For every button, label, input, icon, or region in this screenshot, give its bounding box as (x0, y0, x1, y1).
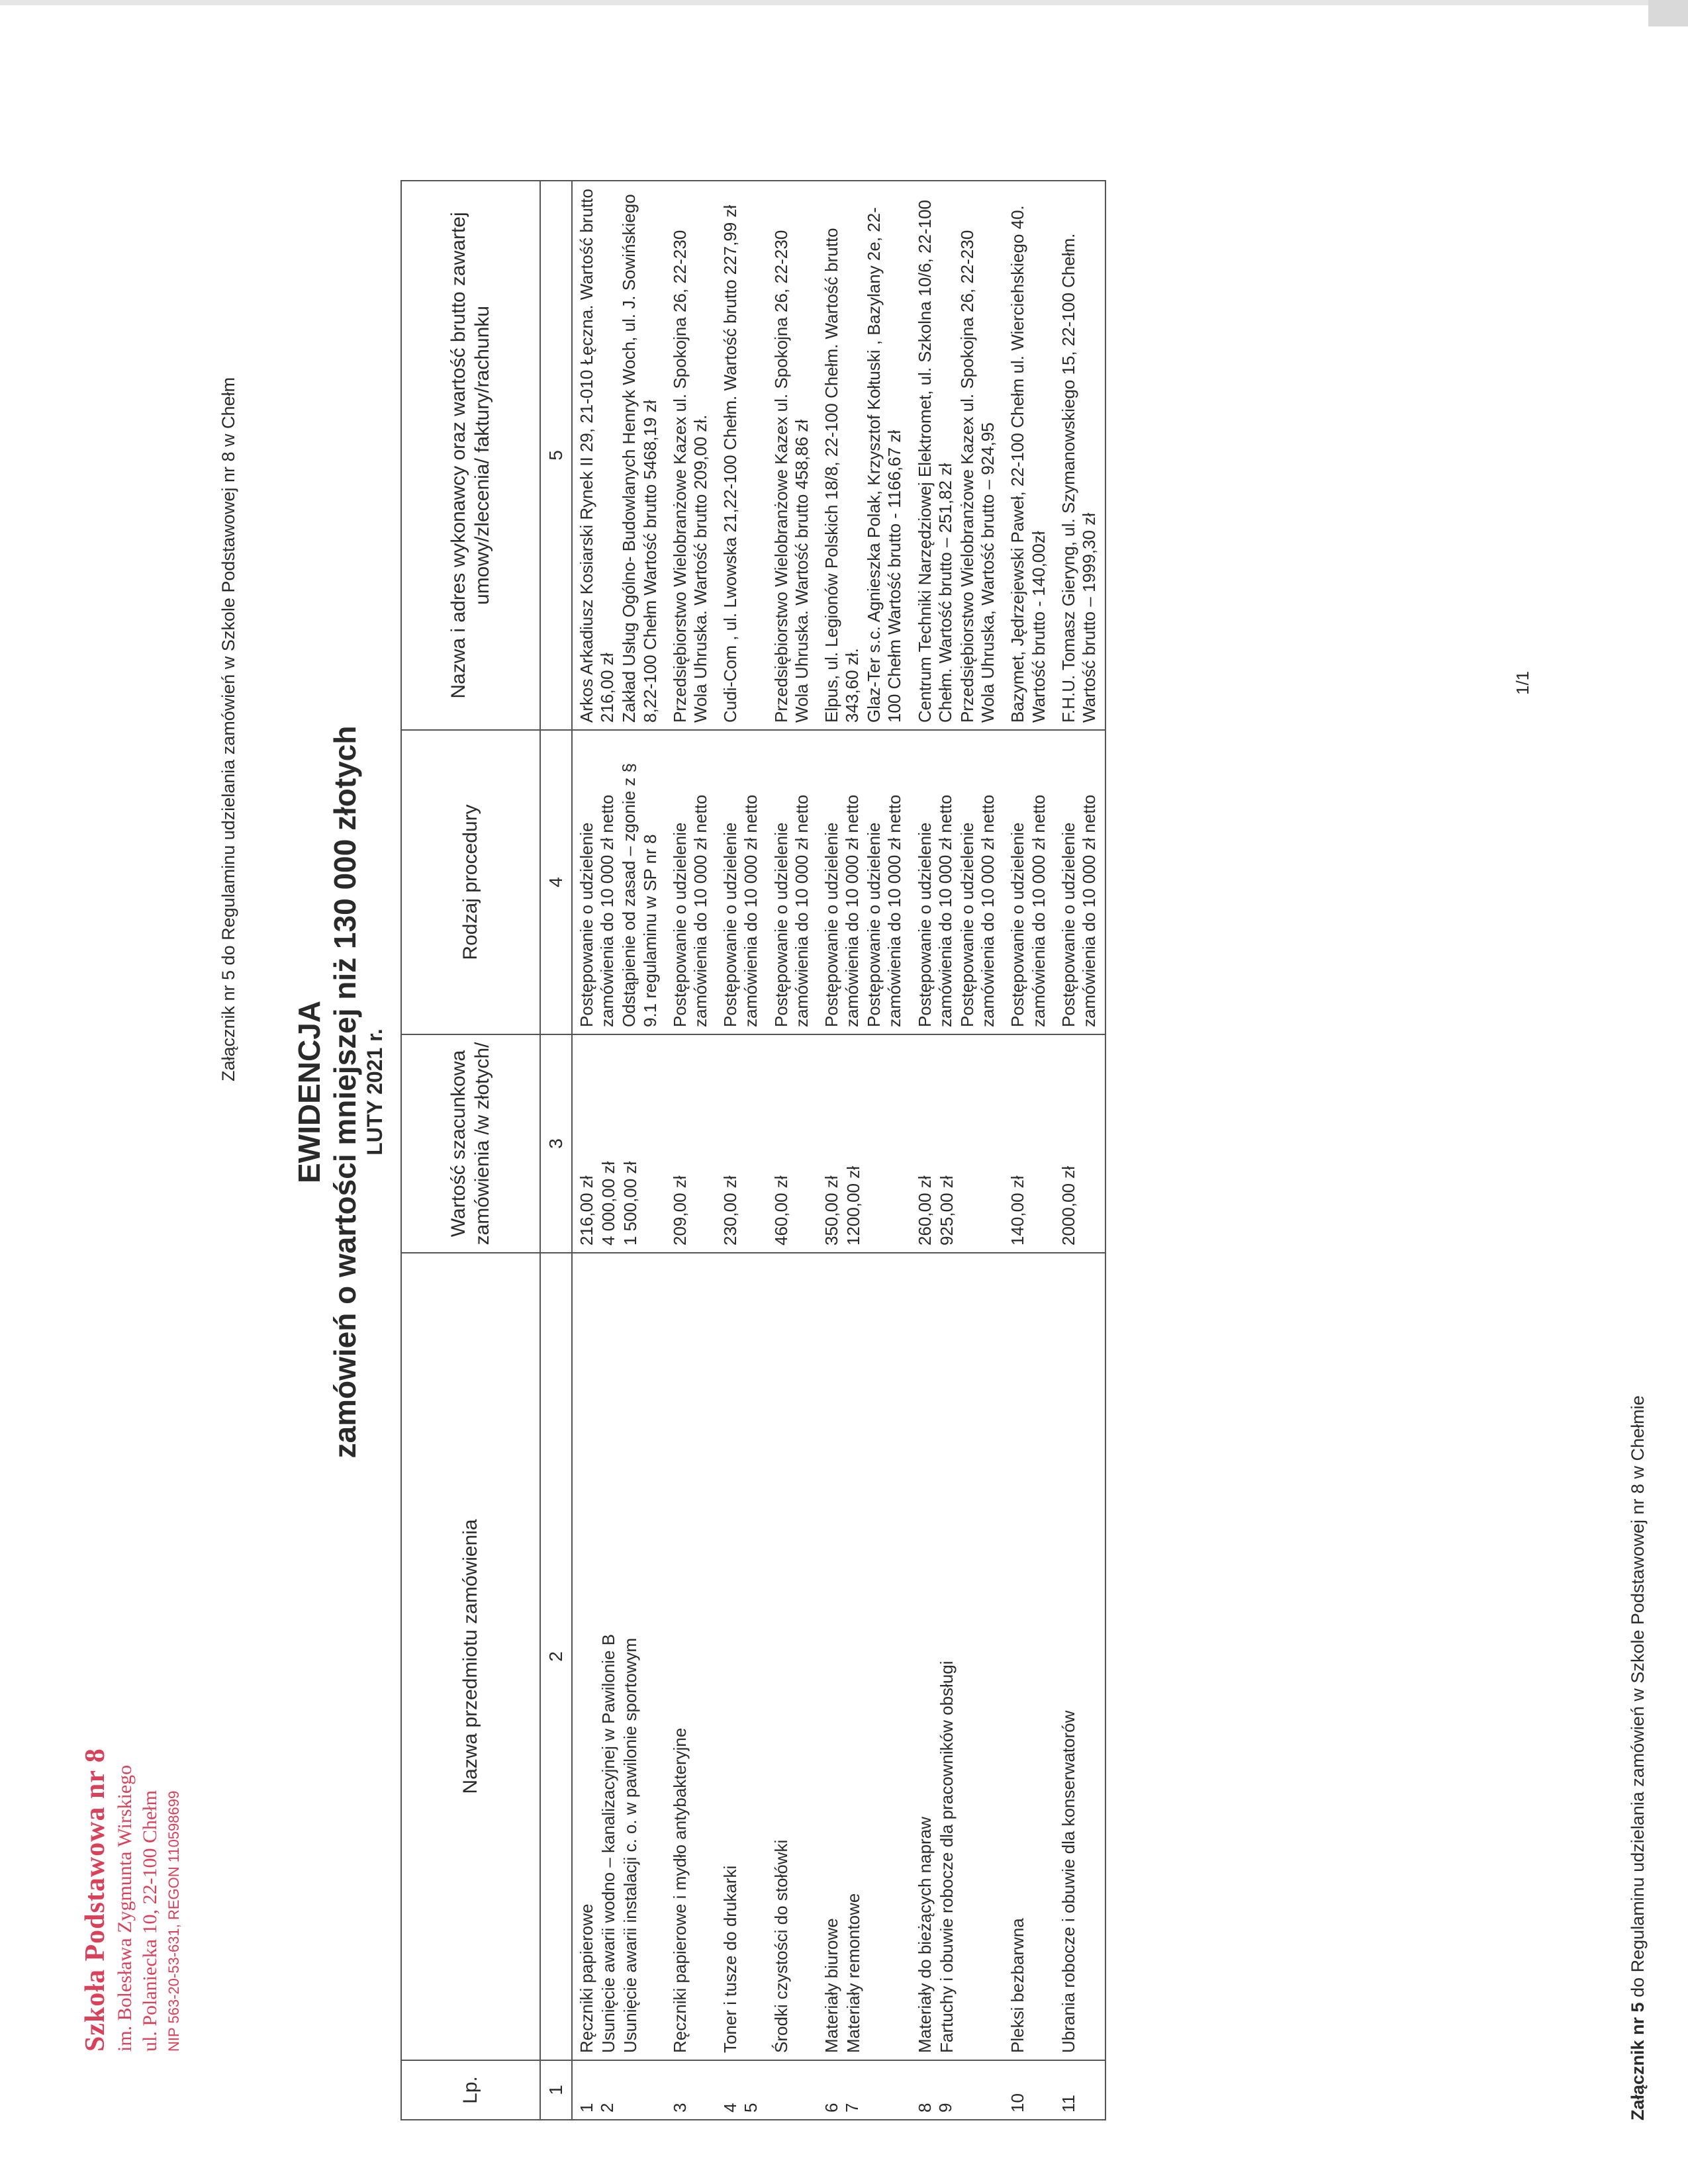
table-row (716, 181, 767, 2120)
cell-name-entry: Ubrania robocze i obuwie dla konserwatorów (1058, 1710, 1078, 2053)
cell-contractor (716, 181, 767, 730)
table-row (1004, 181, 1054, 2120)
cell-name-entry: Usunięcie awarii instalacji c. o. w pawilonie sportowym (620, 1637, 641, 2053)
cell-name-entry: Materiały do bieżących napraw (914, 1817, 935, 2053)
cell-contractor-entry: Arkos Arkadiusz Kosiarski Rynek II 29, 21-010 Łęczna. Wartość brutto 216,00 zł (577, 189, 618, 723)
header-attachment-note: Załącznik nr 5 do Regulaminu udzielania zamówień w Szkole Podstawowej nr 8 w Chełm (218, 377, 238, 1082)
cell-name-entry: Materiały remontowe (843, 1893, 864, 2053)
column-number: 4 (540, 730, 572, 1034)
cell-contractor (1055, 181, 1105, 730)
table-row (767, 181, 818, 2120)
title-line-1: EWIDENCJA (292, 1000, 326, 1184)
cell-contractor (1004, 181, 1054, 730)
cell-contractor-entry: Elpus, ul. Legionów Polskich 18/8, 22-100 Chełm. Wartość brutto 343,60 zł. (821, 228, 863, 723)
cell-lp (716, 2060, 767, 2120)
cell-procedure (818, 730, 911, 1034)
column-number: 3 (540, 1034, 572, 1253)
cell-name-entry: Ręczniki papierowe i mydło antybakteryjne (669, 1727, 690, 2053)
cell-contractor-entry: Centrum Techniki Narzędziowej Elektromet, ul. Szkolna 10/6, 22-100 Chełm. Wartość brutto – 251,82 zł (914, 199, 955, 723)
table-row (666, 181, 716, 2120)
cell-lp-entry: 11 (1058, 2095, 1078, 2113)
cell-value-entry: 260,00 zł (914, 1175, 935, 1246)
cell-contractor-entry: Zakład Usług Ogólno- Budowlanych Henryk Woch, ul. J. Sowińskiego 8,22-100 Chełm Wartość brutto 5468,19 zł (619, 194, 660, 723)
cell-procedure-entry: Postępowanie o udzielenie zamówienia do 10 000 zł netto (669, 794, 710, 1027)
column-number: 1 (540, 2060, 572, 2120)
cell-contractor (911, 181, 1004, 730)
title-line-3: LUTY 2021 r. (363, 1028, 387, 1156)
table-row (1055, 181, 1105, 2120)
footer-attachment-note (1628, 1395, 1648, 2120)
cell-name-entry: Usunięcie awarii wodno – kanalizacyjnej w Pawilonie B (598, 1634, 619, 2053)
cell-value (1055, 1034, 1105, 1253)
cell-name (767, 1253, 818, 2060)
cell-lp (818, 2060, 911, 2120)
cell-lp-entry: 3 (669, 2103, 690, 2113)
cell-lp-entry: 1 (577, 2103, 596, 2113)
cell-procedure-entry: Postępowanie o udzielenie zamówienia do 10 000 zł netto (957, 794, 998, 1027)
title-line-2: zamówień o wartości mniejszej niż 130 000 złotych (328, 725, 362, 1459)
cell-contractor-entry: Przedsiębiorstwo Wielobranżowe Kazex ul. Spokojna 26, 22-230 Wola Uhruska. Wartość brutto 458,86 zł (771, 230, 812, 723)
school-stamp (79, 1655, 183, 2052)
cell-name (818, 1253, 911, 2060)
cell-value-entry: 216,00 zł (577, 1175, 596, 1246)
cell-value-entry: 2000,00 zł (1058, 1166, 1078, 1246)
cell-name (716, 1253, 767, 2060)
cell-lp (1055, 2060, 1105, 2120)
document-title (291, 0, 387, 2184)
cell-lp (767, 2060, 818, 2120)
stamp-ids: NIP 563-20-53-631, REGON 110598699 (165, 1790, 182, 2052)
cell-name (1055, 1253, 1105, 2060)
cell-lp-entry: 4 (720, 2103, 741, 2113)
cell-name-entry: Pleksi bezbarwna (1008, 1918, 1028, 2053)
cell-procedure (666, 730, 716, 1034)
cell-procedure-entry: Odstąpienie od zasad – zgonie z § 9.1 regulaminu w SP nr 8 (619, 763, 660, 1027)
table-body (572, 181, 1105, 2120)
cell-contractor-entry: F.H.U. Tomasz Gieryng, ul. Szymanowskiego 15, 22-100 Chełm. Wartość brutto – 1999,30 zł (1058, 233, 1099, 723)
cell-lp-entry: 9 (935, 2103, 955, 2113)
table-row (911, 181, 1004, 2120)
cell-name (572, 1253, 666, 2060)
column-number: 5 (540, 181, 572, 730)
header-procedure: Rodzaj procedury (401, 730, 540, 1034)
cell-procedure (767, 730, 818, 1034)
cell-value-entry: 140,00 zł (1008, 1175, 1028, 1246)
cell-value-entry: 1 500,00 zł (620, 1161, 641, 1246)
footer-note-bold: Załącznik nr 5 (1628, 2002, 1648, 2120)
cell-lp-entry: 7 (842, 2103, 863, 2113)
table-header-row (401, 181, 540, 2120)
cell-value-entry: 460,00 zł (771, 1175, 791, 1246)
column-number: 2 (540, 1253, 572, 2060)
cell-procedure-entry: Postępowanie o udzielenie zamówienia do 10 000 zł netto (577, 794, 618, 1027)
cell-contractor-entry: Przedsiębiorstwo Wielobranżowe Kazex ul. Spokojna 26, 22-230 Wola Uhruska, Wartość brutto – 924,95 (957, 230, 998, 723)
cell-lp-entry: 6 (821, 2103, 841, 2113)
cell-procedure (572, 730, 666, 1034)
cell-name (666, 1253, 716, 2060)
cell-procedure-entry: Postępowanie o udzielenie zamówienia do 10 000 zł netto (1058, 794, 1099, 1027)
stamp-patron: im. Bolesława Zygmunta Wirskiego (114, 1764, 136, 2052)
header-value: Wartość szacunkowa zamówienia /w złotych/ (401, 1034, 540, 1253)
cell-name-entry: Toner i tusze do drukarki (720, 1865, 741, 2053)
cell-lp (666, 2060, 716, 2120)
cell-value-entry: 350,00 zł (821, 1175, 841, 1246)
cell-name-entry: Materiały biurowe (821, 1918, 841, 2053)
header-name: Nazwa przedmiotu zamówienia (401, 1253, 540, 2060)
cell-contractor (572, 181, 666, 730)
cell-value-entry: 209,00 zł (669, 1175, 690, 1246)
cell-procedure-entry: Postępowanie o udzielenie zamówienia do 10 000 zł netto (914, 794, 955, 1027)
cell-lp (572, 2060, 666, 2120)
table-row (818, 181, 911, 2120)
cell-value (572, 1034, 666, 1253)
cell-name-entry: Środki czystości do stołówki (771, 1839, 791, 2053)
cell-lp (911, 2060, 1004, 2120)
cell-procedure-entry: Postępowanie o udzielenie zamówienia do 10 000 zł netto (821, 794, 863, 1027)
cell-contractor-entry: Przedsiębiorstwo Wielobranżowe Kazex ul. Spokojna 26, 22-230 Wola Uhruska. Wartość brutto 209,00 zł. (669, 230, 710, 723)
cell-procedure (1055, 730, 1105, 1034)
cell-value-entry: 1200,00 zł (843, 1166, 864, 1246)
column-number-row (540, 181, 572, 2120)
cell-contractor (767, 181, 818, 730)
table-row (572, 181, 666, 2120)
cell-contractor-entry: Glaz-Ter s.c. Agnieszka Polak, Krzysztof Kołtuski , Bazylany 2e, 22-100 Chełm Wartość brutto - 1166,67 zł (864, 207, 905, 723)
cell-lp-entry: 5 (741, 2103, 761, 2113)
cell-name-entry: Ręczniki papierowe (577, 1903, 596, 2053)
stamp-address: ul. Polaniecka 10, 22-100 Chełm (139, 1790, 161, 2052)
cell-value (818, 1034, 911, 1253)
cell-contractor-entry: Cudi-Com , ul. Lwowska 21,22-100 Chełm. Wartość brutto 227,99 zł (720, 205, 741, 723)
cell-procedure-entry: Postępowanie o udzielenie zamówienia do 10 000 zł netto (864, 794, 905, 1027)
header-contractor: Nazwa i adres wykonawcy oraz wartość brutto zawartej umowy/zlecenia/ faktury/rachunku (401, 181, 540, 730)
cell-procedure-entry: Postępowanie o udzielenie zamówienia do 10 000 zł netto (1008, 794, 1049, 1027)
cell-contractor-entry: Bazymet, Jędrzejewski Paweł, 22-100 Chełm ul. Wierciehskiego 40. Wartość brutto - 140,00zł (1008, 205, 1049, 723)
page-number: 1/1 (1513, 670, 1532, 695)
cell-contractor (818, 181, 911, 730)
stamp-school-name: Szkoła Podstawowa nr 8 (80, 1748, 111, 2052)
footer-note-rest: do Regulaminu udzielania zamówień w Szkole Podstawowej nr 8 w Chełmie (1628, 1395, 1648, 2003)
cell-value (767, 1034, 818, 1253)
orders-register-table (400, 180, 1106, 2120)
cell-value-entry: 230,00 zł (720, 1175, 741, 1246)
cell-procedure (1004, 730, 1054, 1034)
cell-value-entry: 4 000,00 zł (598, 1161, 619, 1246)
cell-value (716, 1034, 767, 1253)
header-lp: Lp. (401, 2060, 540, 2120)
cell-value-entry: 925,00 zł (936, 1175, 957, 1246)
cell-procedure-entry: Postępowanie o udzielenie zamówienia do 10 000 zł netto (720, 794, 761, 1027)
cell-lp (1004, 2060, 1054, 2120)
cell-name (911, 1253, 1004, 2060)
cell-value (666, 1034, 716, 1253)
cell-name-entry: Fartuchy i obuwie robocze dla pracowników obsługi (936, 1661, 957, 2053)
cell-value (1004, 1034, 1054, 1253)
cell-procedure-entry: Postępowanie o udzielenie zamówienia do 10 000 zł netto (771, 794, 812, 1027)
cell-value (911, 1034, 1004, 1253)
cell-name (1004, 1253, 1054, 2060)
cell-lp-entry: 2 (597, 2103, 618, 2113)
cell-procedure (716, 730, 767, 1034)
cell-lp-entry: 10 (1008, 2093, 1028, 2113)
cell-lp-entry: 8 (914, 2103, 935, 2113)
cell-contractor (666, 181, 716, 730)
cell-procedure (911, 730, 1004, 1034)
